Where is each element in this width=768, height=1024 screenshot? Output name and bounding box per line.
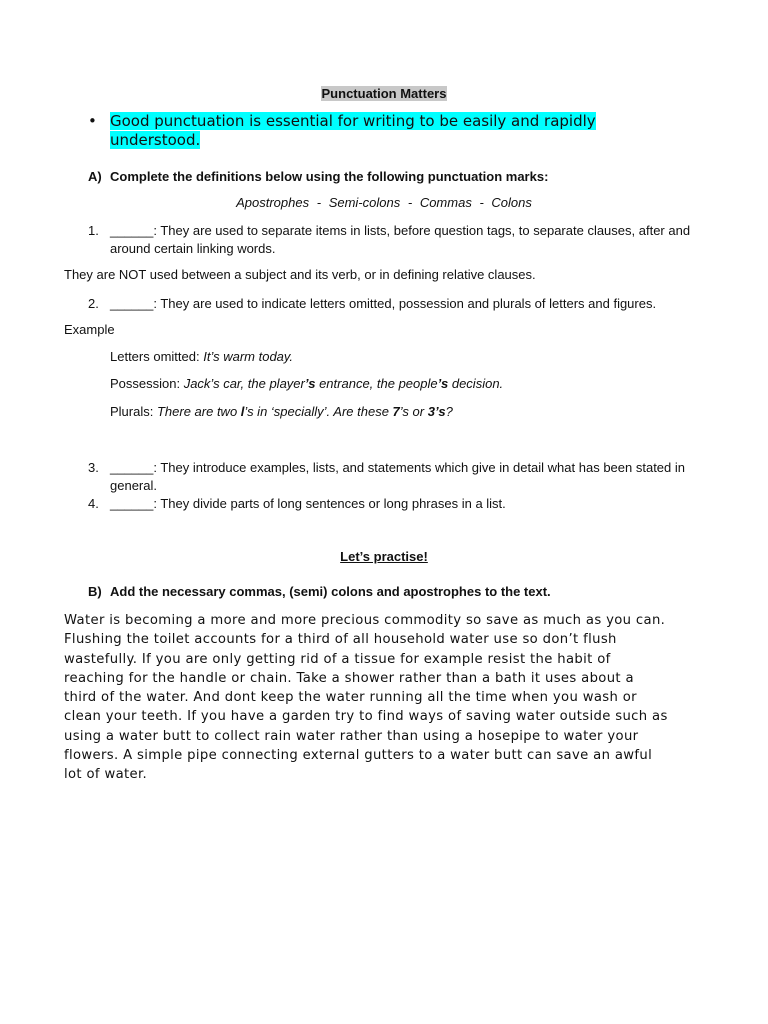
highlighted-intro xyxy=(110,112,640,150)
item-text: ______: They are used to separate items in lists, before question tags, to separate clauses, after and around certain linking words. xyxy=(110,223,691,256)
section-b-text: Add the necessary commas, (semi) colons and apostrophes to the text. xyxy=(110,584,551,599)
item-number: 1. xyxy=(88,223,99,238)
passage-line: clean your teeth. If you have a garden try to find ways of saving water outside such as xyxy=(64,709,668,725)
section-a-label: A) xyxy=(88,169,102,184)
example-label-possession: Possession: xyxy=(110,376,184,391)
example-label-omitted: Letters omitted: xyxy=(110,349,204,364)
passage-line: wastefully. If you are only getting rid of a tissue for example resist the habit of xyxy=(64,651,611,667)
page-title: Punctuation Matters xyxy=(321,86,447,101)
passage-line: flowers. A simple pipe connecting external gutters to a water butt can save an awful xyxy=(64,748,653,764)
example-letters-omitted xyxy=(110,349,293,364)
passage-line: Flushing the toilet accounts for a third of all household water use so don’t flush xyxy=(64,632,617,648)
mark-separator: - xyxy=(316,195,322,210)
bullet-symbol: • xyxy=(88,112,97,130)
section-b-label: B) xyxy=(88,584,102,599)
example-bold-part: ’s xyxy=(437,376,449,391)
example-text-part: decision. xyxy=(448,376,504,391)
mark-separator: - xyxy=(479,195,484,210)
intro-text: Good punctuation is essential for writing to be easily and rapidly understood. xyxy=(110,112,596,149)
mark-apostrophes: Apostrophes xyxy=(236,195,310,210)
section-a-text: Complete the definitions below using the following punctuation marks: xyxy=(110,169,549,184)
practice-passage xyxy=(64,611,704,785)
punctuation-marks-list xyxy=(0,195,768,210)
example-text-part: ’s in ‘specially’. Are these xyxy=(244,404,393,419)
item-number: 3. xyxy=(88,460,99,475)
not-used-note: They are NOT used between a subject and its verb, or in defining relative clauses. xyxy=(64,267,536,282)
example-bold-part: ’s xyxy=(304,376,316,391)
example-bold-part: 3’s xyxy=(427,404,446,419)
passage-line: Water is becoming a more and more precious commodity so save as much as you can. xyxy=(64,613,666,628)
example-bold-part: l xyxy=(240,404,245,419)
example-text-part: ? xyxy=(445,404,453,419)
example-label-plurals: Plurals: xyxy=(110,404,157,419)
mark-commas: Commas xyxy=(419,195,472,210)
passage-line: using a water butt to collect rain water rather than using a hosepipe to water your xyxy=(64,728,639,744)
item-number: 2. xyxy=(88,296,99,311)
mark-separator: - xyxy=(407,195,413,210)
example-text-part: entrance, the people xyxy=(315,376,438,391)
item-number: 4. xyxy=(88,496,99,511)
example-text-part: Jack’s car, the player xyxy=(183,376,305,391)
example-text-part: ’s or xyxy=(399,404,428,419)
passage-line: reaching for the handle or chain. Take a shower rather than a bath it uses about a xyxy=(64,670,634,686)
mark-semi-colons: Semi-colons xyxy=(328,195,401,210)
mark-colons: Colons xyxy=(491,195,532,210)
passage-line: lot of water. xyxy=(64,767,148,783)
example-bold-part: 7 xyxy=(392,404,400,419)
example-text-omitted: It’s warm today. xyxy=(203,349,294,364)
passage-line: third of the water. And dont keep the water running all the time when you wash or xyxy=(64,690,637,706)
example-text-part: There are two xyxy=(156,404,241,419)
item-text: ______: They introduce examples, lists, and statements which give in detail what has been stated in general. xyxy=(110,460,685,493)
example-label: Example xyxy=(64,322,115,337)
example-possession xyxy=(110,376,503,391)
item-text: ______: They divide parts of long sentences or long phrases in a list. xyxy=(110,496,506,511)
practise-heading: Let’s practise! xyxy=(340,549,428,564)
example-plurals xyxy=(110,404,453,419)
item-text: ______: They are used to indicate letters omitted, possession and plurals of letters and figures. xyxy=(110,296,657,311)
